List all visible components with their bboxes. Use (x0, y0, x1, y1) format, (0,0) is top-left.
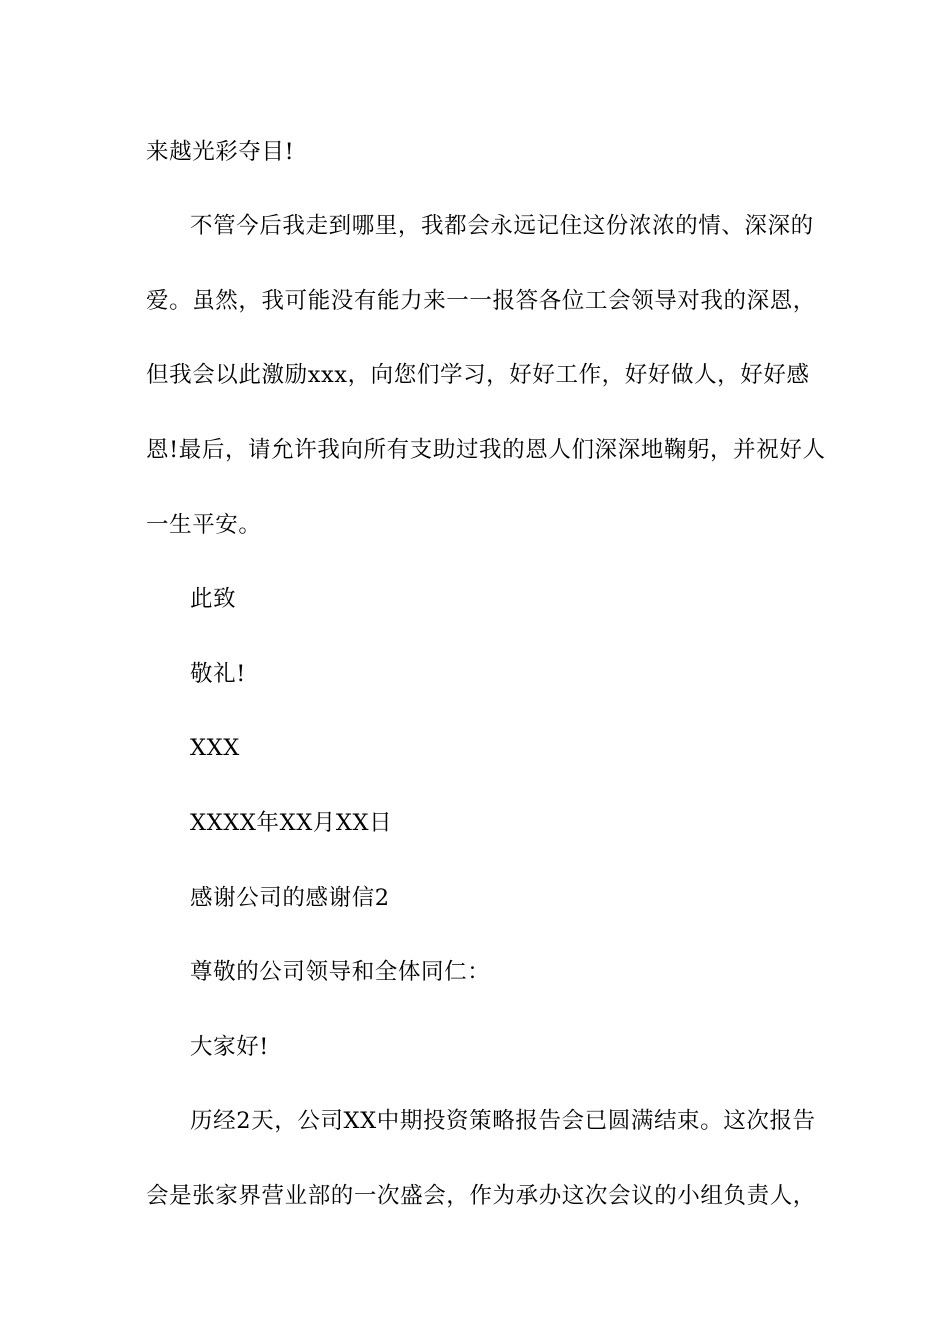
letter-greeting: 大家好! (190, 1034, 269, 1060)
paragraph-line: 爱。虽然，我可能没有能力来一一报答各位工会领导对我的深恩， (146, 288, 816, 314)
paragraph-line: 不管今后我走到哪里，我都会永远记住这份浓浓的情、深深的 (190, 213, 814, 239)
paragraph-line: 一生平安。 (146, 512, 262, 538)
paragraph-line: 恩!最后，请允许我向所有支助过我的恩人们深深地鞠躬，并祝好人 (146, 437, 826, 463)
closing-salutation: 敬礼! (190, 661, 246, 687)
signature-date: XXXX年XX月XX日 (190, 810, 393, 836)
paragraph-line: 会是张家界营业部的一次盛会，作为承办这次会议的小组负责人， (146, 1183, 816, 1209)
section-title: 感谢公司的感谢信2 (190, 885, 390, 911)
signature-name: XXX (190, 735, 240, 761)
paragraph-line: 历经2天，公司XX中期投资策略报告会已圆满结束。这次报告 (190, 1108, 816, 1134)
paragraph-line: 但我会以此激励xxx，向您们学习，好好工作，好好做人，好好感 (146, 362, 810, 388)
closing-salutation: 此致 (190, 586, 237, 612)
letter-greeting: 尊敬的公司领导和全体同仁： (190, 959, 491, 985)
paragraph-line: 来越光彩夺目! (146, 139, 295, 165)
